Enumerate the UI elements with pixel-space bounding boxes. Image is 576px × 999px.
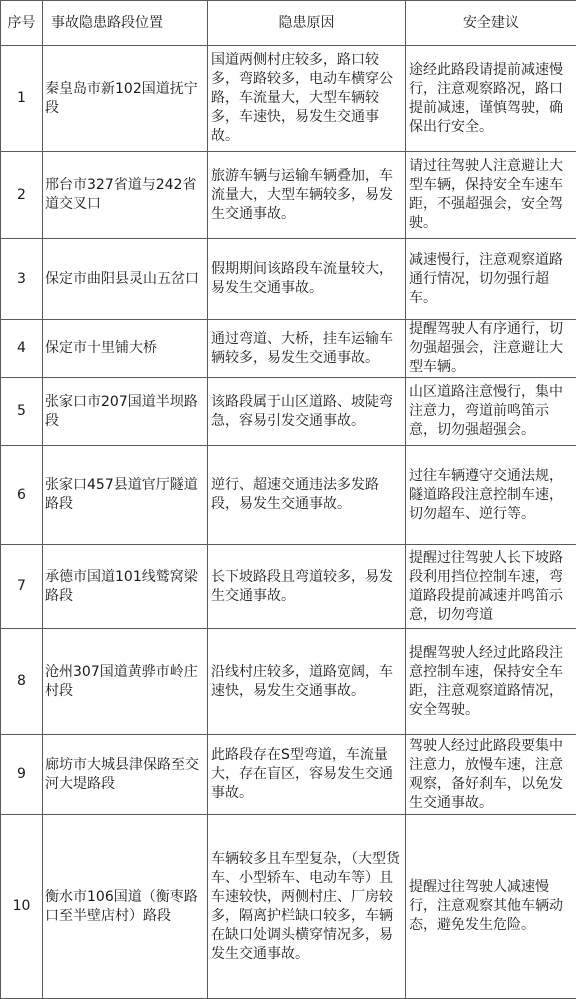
row-cause: 假期期间该路段车流量较大，易发生交通事故。 (208, 239, 406, 320)
row-location: 保定市曲阳县灵山五岔口 (43, 239, 208, 320)
row-advice: 减速慢行，注意观察道路通行情况，切勿强行超车。 (406, 239, 576, 320)
table-row (1, 378, 576, 446)
row-location: 承德市国道101线鹫窝梁路段 (43, 545, 208, 629)
row-index: 8 (1, 629, 43, 735)
table-row (1, 815, 576, 999)
row-cause: 沿线村庄较多，道路宽阔，车速快，易发生交通事故。 (208, 629, 406, 735)
row-index: 6 (1, 446, 43, 545)
row-index: 1 (1, 46, 43, 152)
row-advice: 山区道路注意慢行，集中注意力，弯道前鸣笛示意，切勿强超强会。 (406, 378, 576, 446)
header-cause: 隐患原因 (208, 1, 406, 46)
row-cause: 长下坡路段且弯道较多，易发生交通事故。 (208, 545, 406, 629)
table-row (1, 545, 576, 629)
row-location: 张家口市207国道半坝路段 (43, 378, 208, 446)
table-row (1, 446, 576, 545)
row-advice: 提醒驾驶人经过此路段注意控制车速，保持安全车距，注意观察道路情况，安全驾驶。 (406, 629, 576, 735)
header-index: 序号 (1, 1, 43, 46)
row-location: 邢台市327省道与242省道交叉口 (43, 152, 208, 239)
row-cause: 逆行、超速交通违法多发路段，易发生交通事故。 (208, 446, 406, 545)
row-cause: 国道两侧村庄较多，路口较多，弯路较多，电动车横穿公路，车流量大，大型车辆较多，车速快，易发生交通事故。 (208, 46, 406, 152)
row-advice: 驾驶人经过此路段要集中注意力，放慢车速，注意观察，备好刹车，以免发生交通事故。 (406, 735, 576, 815)
row-advice: 途经此路段请提前减速慢行，注意观察路况，路口提前减速，谨慎驾驶，确保出行安全。 (406, 46, 576, 152)
row-cause: 旅游车辆与运输车辆叠加，车流量大，大型车辆较多，易发生交通事故。 (208, 152, 406, 239)
row-advice: 请过往驾驶人注意避让大型车辆，保持安全车速车距，不强超强会，安全驾驶。 (406, 152, 576, 239)
table-row (1, 46, 576, 152)
table-row (1, 152, 576, 239)
row-index: 2 (1, 152, 43, 239)
row-cause: 车辆较多且车型复杂，（大型货车、小型轿车、电动车等）且车速较快，两侧村庄、厂房较多，隔离护栏缺口较多，车辆在缺口处调头横穿情况多，易发生交通事故。 (208, 815, 406, 999)
table-row (1, 735, 576, 815)
row-location: 廊坊市大城县津保路至交河大堤路段 (43, 735, 208, 815)
row-index: 7 (1, 545, 43, 629)
row-location: 衡水市106国道（衡枣路口至半壁店村）路段 (43, 815, 208, 999)
row-location: 张家口457县道官厅隧道路段 (43, 446, 208, 545)
header-advice: 安全建议 (406, 1, 576, 46)
row-index: 9 (1, 735, 43, 815)
row-advice: 过往车辆遵守交通法规，隧道路段注意控制车速，切勿超车、逆行等。 (406, 446, 576, 545)
row-advice: 提醒驾驶人有序通行，切勿强超强会，注意避让大型车辆。 (406, 320, 576, 378)
table-header-row (1, 1, 576, 46)
row-index: 3 (1, 239, 43, 320)
row-cause: 通过弯道、大桥，挂车运输车辆较多，易发生交通事故。 (208, 320, 406, 378)
row-advice: 提醒过往驾驶人长下坡路段利用挡位控制车速，弯道路段提前减速并鸣笛示意，切勿弯道 (406, 545, 576, 629)
table-row (1, 629, 576, 735)
header-location: 事故隐患路段位置 (43, 1, 208, 46)
row-index: 5 (1, 378, 43, 446)
row-location: 沧州307国道黄骅市岭庄村段 (43, 629, 208, 735)
row-index: 10 (1, 815, 43, 999)
row-location: 秦皇岛市新102国道抚宁段 (43, 46, 208, 152)
table-row (1, 239, 576, 320)
table-row (1, 320, 576, 378)
row-cause: 该路段属于山区道路、坡陡弯急，容易引发交通事故。 (208, 378, 406, 446)
row-advice: 提醒过往驾驶人减速慢行，注意观察其他车辆动态，避免发生危险。 (406, 815, 576, 999)
row-cause: 此路段存在S型弯道，车流量大，存在盲区，容易发生交通事故。 (208, 735, 406, 815)
row-location: 保定市十里铺大桥 (43, 320, 208, 378)
row-index: 4 (1, 320, 43, 378)
